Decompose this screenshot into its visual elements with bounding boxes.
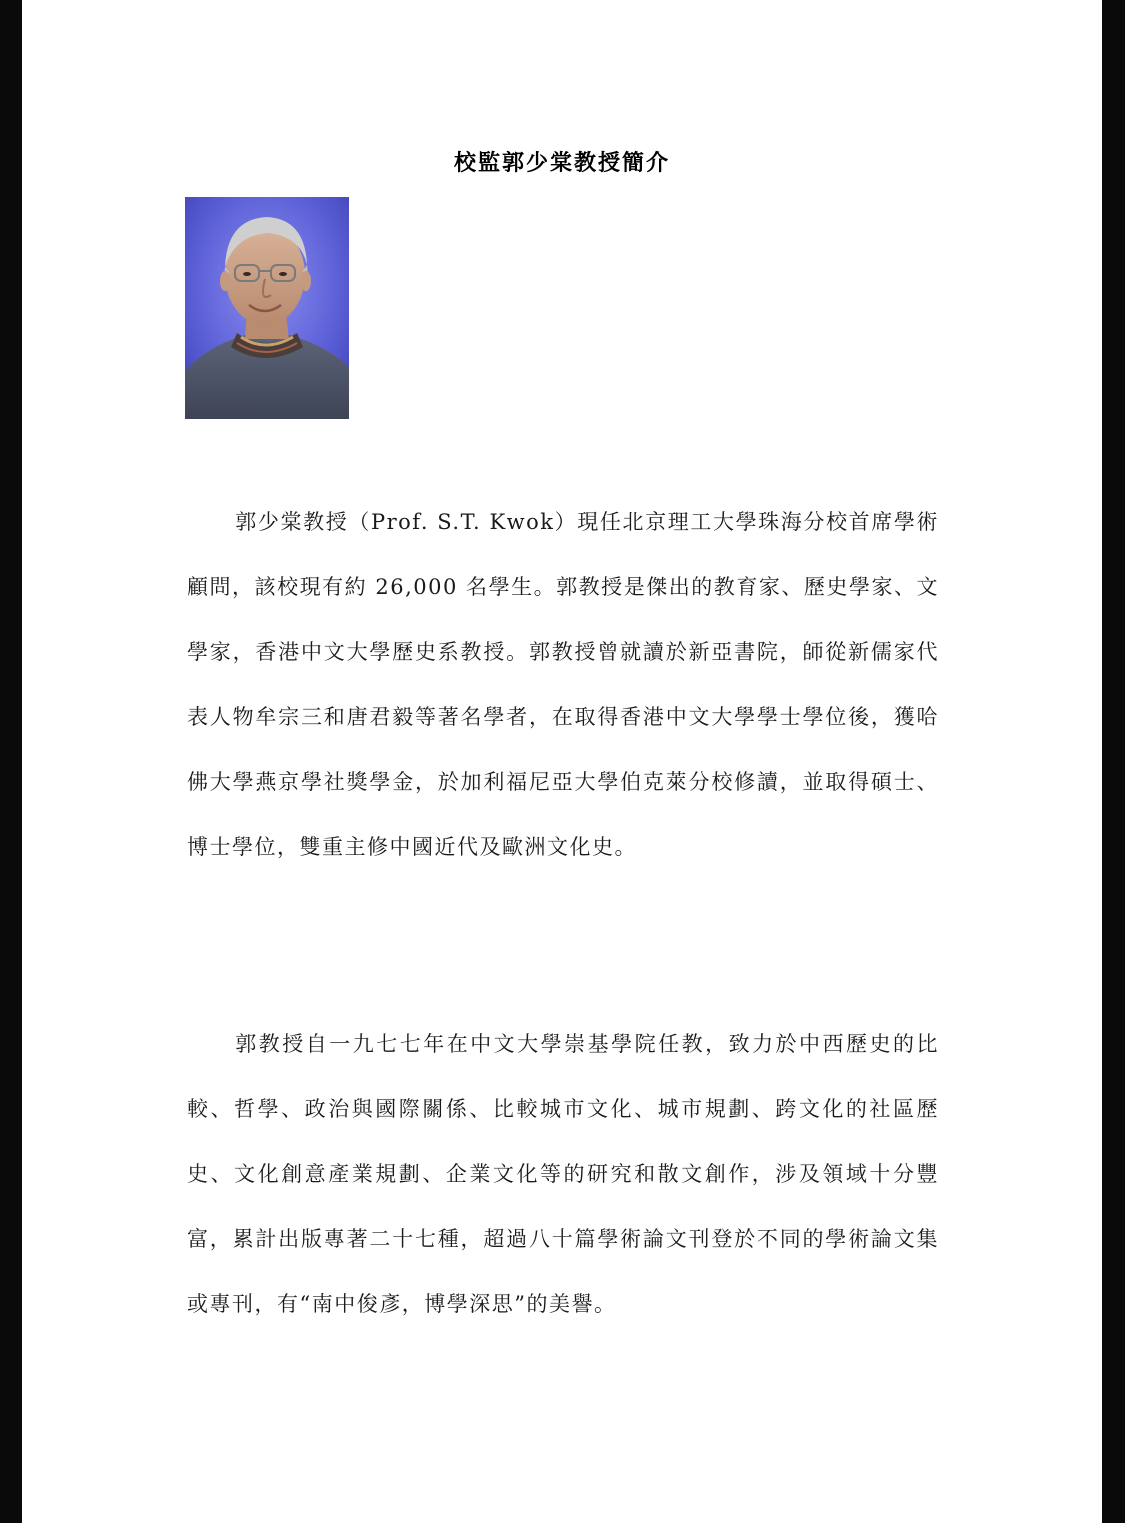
page-title: 校監郭少棠教授簡介 — [453, 150, 670, 176]
paragraph-1: 郭少棠教授（Prof. S.T. Kwok）現任北京理工大學珠海分校首席學術顧問，該校現有約 26,000 名學生。郭教授是傑出的教育家、歷史學家、文學家，香港中文大學歷史系教授。郭教授曾就讀於新亞書院，師從新儒家代表人物牟宗三和唐君毅等著名學者，在取得香港中文大學學士學位後，獲哈佛大學燕京學社獎學金，於加利福尼亞大學伯克萊分校修讀，並取得碩士、博士學位，雙重主修中國近代及歐洲文化史。 — [187, 510, 939, 859]
portrait-photo — [185, 197, 349, 419]
document-page — [22, 0, 1102, 1523]
paragraph-2: 郭教授自一九七七年在中文大學崇基學院任教，致力於中西歷史的比較、哲學、政治與國際關係、比較城市文化、城市規劃、跨文化的社區歷史、文化創意產業規劃、企業文化等的研究和散文創作，涉及領域十分豐富，累計出版專著二十七種，超過八十篇學術論文刊登於不同的學術論文集或專刊，有“南中俊彥，博學深思”的美譽。 — [187, 1032, 939, 1316]
